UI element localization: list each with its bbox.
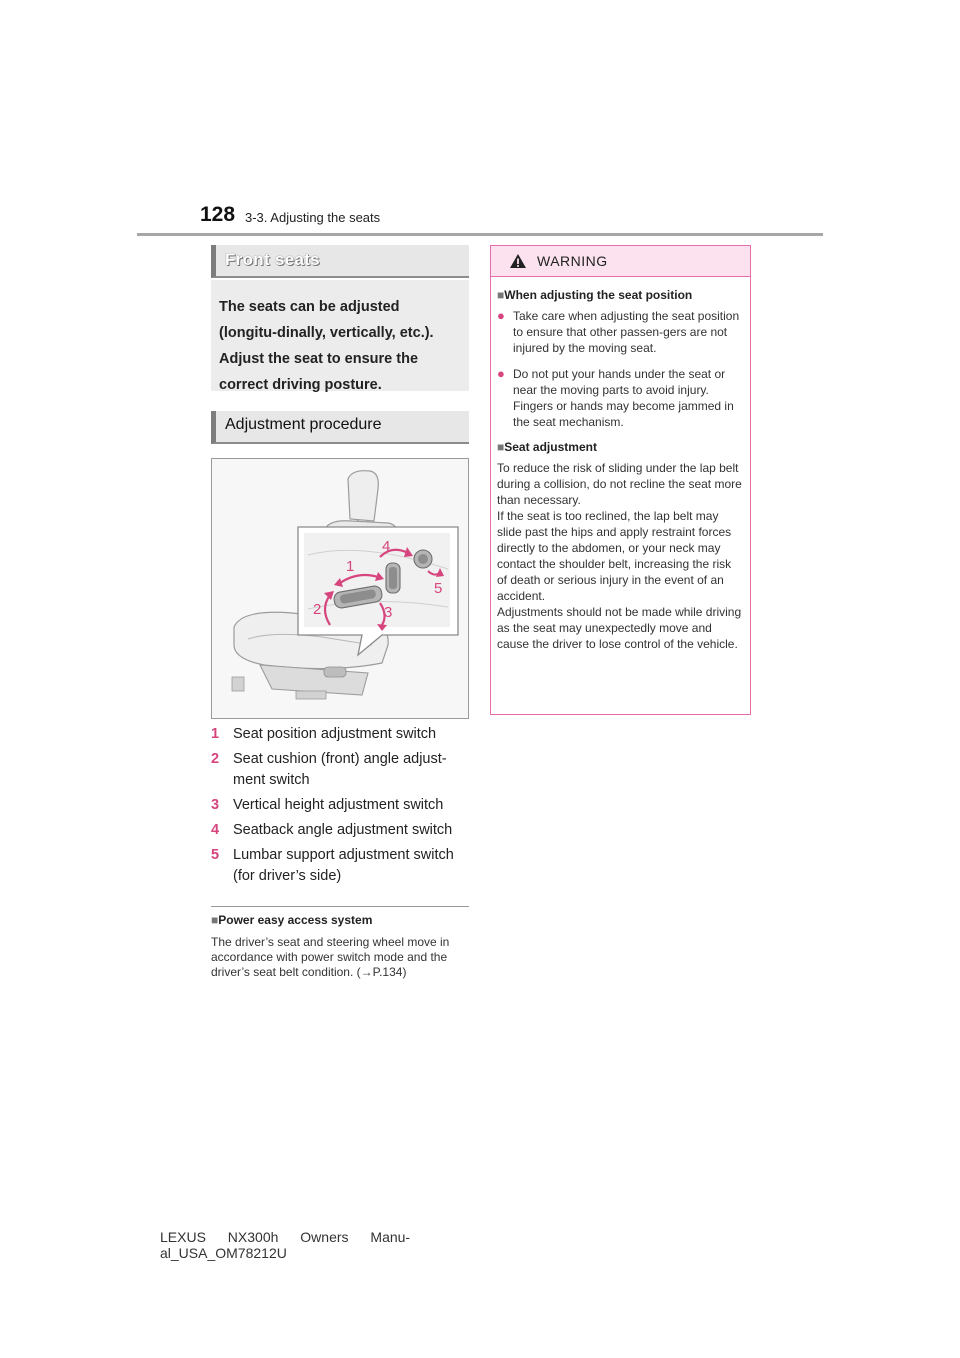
note-title-text: Power easy access system (218, 913, 373, 927)
intro-text: The seats can be adjusted (longitu-dinally, vertically, etc.). Adjust the seat to ensure the correct driving posture. (219, 299, 434, 393)
warning-triangle-icon (509, 253, 527, 269)
warning-bullet-text: Fingers or hands may become jammed in the seat mechanism. (513, 399, 734, 429)
list-item (211, 724, 471, 745)
list-item-number: 1 (211, 726, 220, 742)
warning-subheading-text: When adjusting the seat position (504, 288, 693, 302)
adjustment-procedure-heading-text: Adjustment procedure (225, 416, 382, 433)
list-item-number: 5 (211, 847, 220, 863)
header-rule (137, 233, 823, 236)
adjustment-procedure-heading (211, 411, 469, 444)
square-bullet-icon: ■ (211, 913, 219, 927)
seat-figure (211, 458, 469, 719)
list-item (211, 749, 471, 791)
front-seats-heading (211, 245, 469, 278)
front-seats-heading-text: Front seats (225, 250, 320, 269)
callout-3: 3 (384, 604, 393, 621)
square-bullet-icon: ■ (497, 440, 505, 454)
list-item-text: Lumbar support adjustment switch (for driver’s side) (233, 847, 454, 884)
warning-subheading (497, 288, 744, 302)
page-number: 128 (200, 203, 236, 226)
callout-1: 1 (346, 558, 355, 575)
list-item (211, 820, 471, 841)
warning-bullet (497, 308, 744, 356)
switch-list (211, 724, 471, 891)
seat-illustration (212, 459, 468, 718)
warning-body (491, 277, 750, 652)
note-title (211, 913, 372, 927)
list-item-number: 2 (211, 751, 220, 767)
warning-label: WARNING (537, 253, 608, 269)
list-item-text: Seat cushion (front) angle adjust-ment switch (233, 751, 447, 788)
footer-line-2: al_USA_OM78212U (160, 1245, 287, 1261)
warning-bullet-text: Take care when adjusting the seat position to ensure that other passen-gers are not injured by the moving seat. (513, 309, 740, 355)
list-item-number: 4 (211, 822, 220, 838)
warning-bullet-text: Do not put your hands under the seat or near the moving parts to avoid injury. (513, 367, 726, 397)
round-bullet-icon: ● (497, 366, 505, 381)
square-bullet-icon: ■ (497, 288, 505, 302)
warning-bullet (497, 366, 744, 430)
list-item (211, 845, 471, 887)
note-text: The driver’s seat and steering wheel move in accordance with power switch mode and the driver’s seat belt condition. (→P.134) (211, 935, 450, 979)
callout-5: 5 (434, 580, 443, 597)
warning-subheading-text: Seat adjustment (504, 440, 597, 454)
list-item (211, 795, 471, 816)
warning-subheading (497, 440, 744, 454)
warning-box (490, 245, 751, 715)
list-item-text: Seat position adjustment switch (233, 726, 437, 742)
round-bullet-icon: ● (497, 308, 505, 323)
list-item-text: Seatback angle adjustment switch (233, 822, 453, 838)
warning-paragraph: Adjustments should not be made while driving as the seat may unexpectedly move and cause the driver to lose control of the vehicle. (497, 605, 742, 651)
footer (160, 1229, 460, 1261)
footer-line-1: LEXUS NX300h Owners Manu- (160, 1229, 411, 1245)
callout-2: 2 (313, 601, 322, 618)
list-item-number: 3 (211, 797, 220, 813)
intro-box (211, 280, 469, 391)
warning-paragraph: If the seat is too reclined, the lap belt may slide past the hips and apply restraint forces directly to the abdomen, or your neck may contact the shoulder belt, increasing the risk of death or serious injury in the event of an accident. (497, 509, 732, 603)
note-divider (211, 906, 469, 907)
warning-paragraph: To reduce the risk of sliding under the lap belt during a collision, do not recline the seat more than necessary. (497, 461, 742, 507)
list-item-text: Vertical height adjustment switch (233, 797, 444, 813)
warning-header (491, 246, 750, 277)
section-title: 3-3. Adjusting the seats (245, 210, 381, 225)
callout-4: 4 (382, 538, 391, 555)
